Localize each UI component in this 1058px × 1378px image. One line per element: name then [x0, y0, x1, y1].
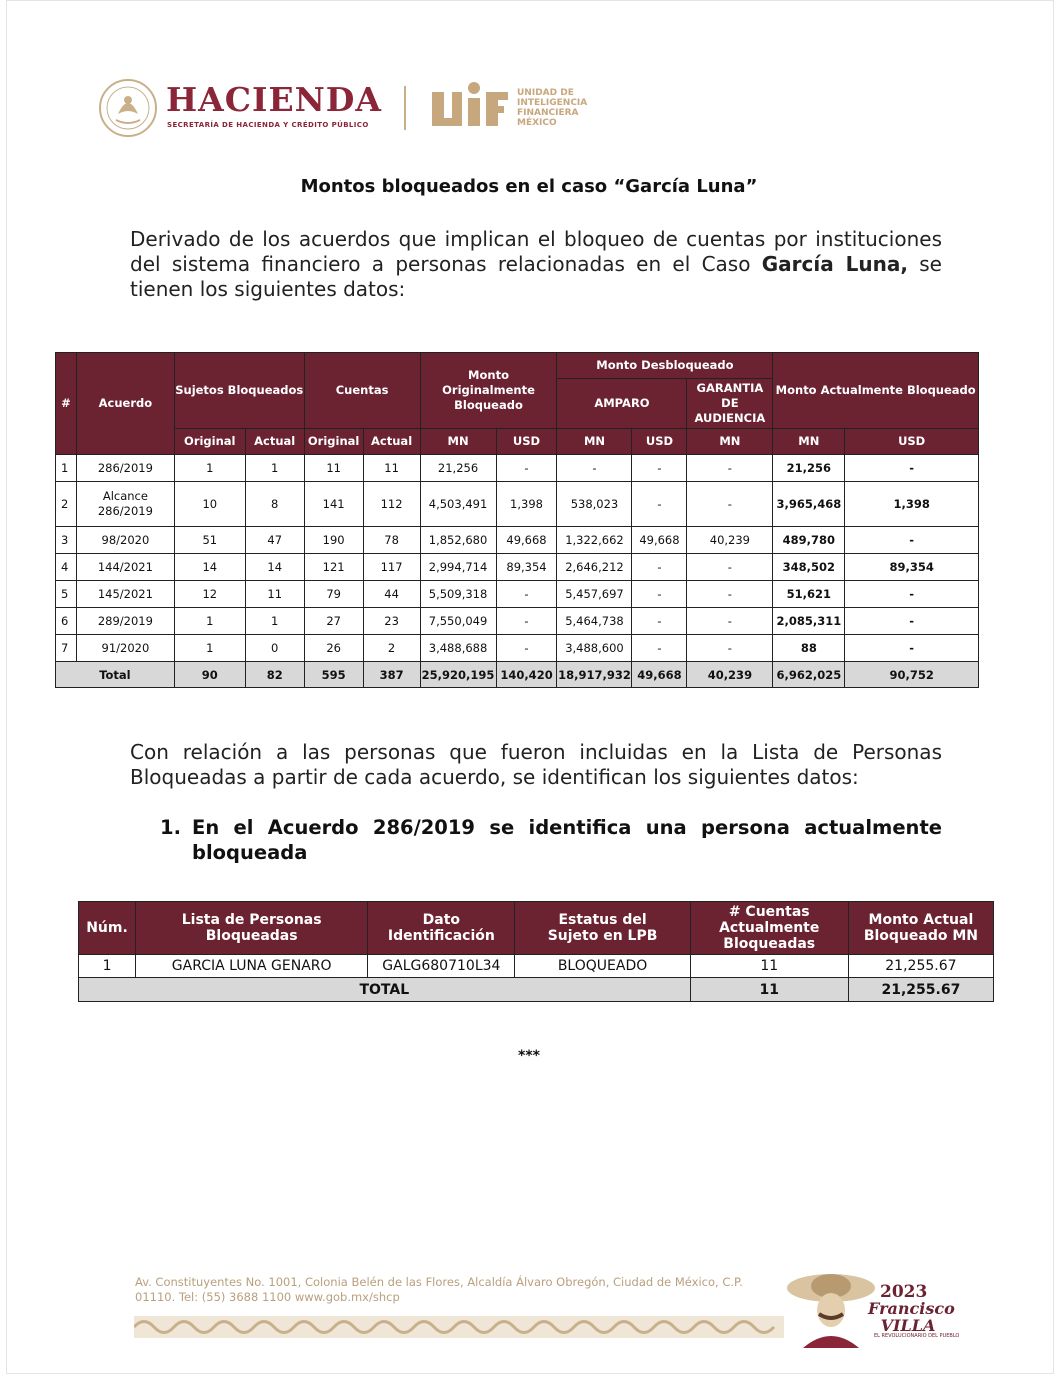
cell: 7 [56, 635, 77, 662]
col-header [368, 902, 515, 955]
intro-text-end: se tienen los siguientes datos: [130, 252, 942, 301]
cell: 91/2020 [76, 635, 174, 662]
cell: 1,322,662 [557, 527, 632, 554]
cell: 11 [690, 955, 848, 978]
cell: 88 [773, 635, 845, 662]
col-monto-orig-header: Monto Originalmente Bloqueado [420, 353, 557, 429]
col-acuerdo-header: Acuerdo [76, 353, 174, 455]
cell: - [632, 554, 687, 581]
col-header [690, 902, 848, 955]
cell: - [687, 581, 773, 608]
cell: 10 [174, 482, 245, 527]
table-row [56, 581, 979, 608]
cell: 14 [174, 554, 245, 581]
blocked-persons-table [78, 901, 994, 1002]
table-row [56, 455, 979, 482]
uif-line: UNIDAD DE [517, 88, 574, 98]
table-total-row [56, 662, 979, 688]
cell: 12 [174, 581, 245, 608]
cell: - [496, 635, 557, 662]
sub-mn: MN [773, 429, 845, 455]
section-number: 1. [160, 816, 181, 839]
cell: 289/2019 [76, 608, 174, 635]
col-header: Lista de Personas Bloqueadas [136, 902, 368, 955]
cell: 49,668 [632, 527, 687, 554]
cell [76, 482, 174, 527]
cell: 1 [174, 635, 245, 662]
cell: 6,962,025 [773, 662, 845, 688]
cell: 145/2021 [76, 581, 174, 608]
sub-mn: MN [420, 429, 496, 455]
blocked-amounts-table [55, 352, 979, 688]
cell: 6 [56, 608, 77, 635]
cell: - [632, 581, 687, 608]
col-cuentas-header: Cuentas [304, 353, 420, 429]
cell: 5,464,738 [557, 608, 632, 635]
uif-line: FINANCIERA [517, 108, 579, 118]
cell: 90,752 [845, 662, 979, 688]
cell: 40,239 [687, 527, 773, 554]
cell: 7,550,049 [420, 608, 496, 635]
col-desbloqueado-header: Monto Desbloqueado [557, 353, 773, 379]
cell: 1 [245, 455, 304, 482]
cell: 4 [56, 554, 77, 581]
cell: 11 [690, 978, 848, 1002]
cell: - [632, 482, 687, 527]
sub-usd: USD [845, 429, 979, 455]
cell: 595 [304, 662, 363, 688]
villa-name [868, 1299, 955, 1335]
intro-text: Derivado de los acuerdos que implican el bloqueo de cuentas por instituciones del sistema financiero a personas relacionadas en el Caso [130, 227, 942, 276]
cell: - [845, 635, 979, 662]
cell: - [632, 635, 687, 662]
cell: 3 [56, 527, 77, 554]
cell: 3,488,600 [557, 635, 632, 662]
cell: - [845, 455, 979, 482]
villa-first-name: Francisco [868, 1299, 955, 1318]
col-header [515, 902, 690, 955]
cell: 2 [56, 482, 77, 527]
sub-original: Original [304, 429, 363, 455]
cell: 51 [174, 527, 245, 554]
decorative-band-icon [134, 1316, 784, 1338]
cell: 98/2020 [76, 527, 174, 554]
cell: 286/2019 [76, 455, 174, 482]
cell: 25,920,195 [420, 662, 496, 688]
col-header: Núm. [79, 902, 136, 955]
cell: 89,354 [845, 554, 979, 581]
cell: - [687, 635, 773, 662]
cell-text: Alcance 286/2019 [97, 489, 153, 518]
cell: 1,852,680 [420, 527, 496, 554]
col-header-text: Monto Actual Bloqueado MN [863, 912, 978, 944]
table-total-row [79, 978, 994, 1002]
cell: 144/2021 [76, 554, 174, 581]
col-garantia-header: GARANTIA DE AUDIENCIA [687, 379, 773, 429]
col-num-header: # [56, 353, 77, 455]
cell: 1 [245, 608, 304, 635]
sub-actual: Actual [245, 429, 304, 455]
table-row [56, 482, 979, 527]
cell: 1 [174, 455, 245, 482]
cell: 2 [363, 635, 420, 662]
table-row [56, 554, 979, 581]
section-text: En el Acuerdo 286/2019 se identifica una persona actualmente bloqueada [192, 816, 942, 864]
uif-logo-icon [430, 80, 510, 130]
villa-caption: EL REVOLUCIONARIO DEL PUEBLO [874, 1333, 960, 1339]
cell: 21,256 [420, 455, 496, 482]
cell: - [632, 455, 687, 482]
sub-usd: USD [496, 429, 557, 455]
cell: 49,668 [632, 662, 687, 688]
cell: 1,398 [845, 482, 979, 527]
col-sujetos-header: Sujetos Bloqueados [174, 353, 304, 429]
col-amparo-header: AMPARO [557, 379, 687, 429]
cell: 3,965,468 [773, 482, 845, 527]
cell: 348,502 [773, 554, 845, 581]
cell: 2,085,311 [773, 608, 845, 635]
cell: 8 [245, 482, 304, 527]
cell: GALG680710L34 [368, 955, 515, 978]
cell: 11 [363, 455, 420, 482]
cell: TOTAL [79, 978, 691, 1002]
cell: 18,917,932 [557, 662, 632, 688]
uif-line: MÉXICO [517, 118, 557, 128]
document-title: Montos bloqueados en el caso “García Luna” [300, 176, 758, 197]
table-row [79, 955, 994, 978]
mexico-seal-icon [98, 78, 158, 138]
cell: 4,503,491 [420, 482, 496, 527]
sub-usd: USD [632, 429, 687, 455]
hacienda-subtitle: SECRETARÍA DE HACIENDA Y CRÉDITO PÚBLICO [167, 121, 369, 129]
cell: 5 [56, 581, 77, 608]
cell: - [496, 581, 557, 608]
sub-original: Original [174, 429, 245, 455]
villa-last-name: VILLA [880, 1316, 936, 1335]
cell: 387 [363, 662, 420, 688]
cell: - [496, 455, 557, 482]
cell: 2,646,212 [557, 554, 632, 581]
cell: 140,420 [496, 662, 557, 688]
cell: - [557, 455, 632, 482]
cell: 1 [79, 955, 136, 978]
cell: 11 [304, 455, 363, 482]
cell: 40,239 [687, 662, 773, 688]
cell: - [845, 608, 979, 635]
col-header-text: Estatus del Sujeto en LPB [547, 912, 658, 944]
sub-actual: Actual [363, 429, 420, 455]
cell: 21,255.67 [848, 978, 993, 1002]
cell: 21,256 [773, 455, 845, 482]
table-row [56, 608, 979, 635]
cell: BLOQUEADO [515, 955, 690, 978]
cell: 14 [245, 554, 304, 581]
cell: - [687, 455, 773, 482]
cell: 26 [304, 635, 363, 662]
cell: 5,457,697 [557, 581, 632, 608]
cell: 117 [363, 554, 420, 581]
cell: - [496, 608, 557, 635]
cell: 5,509,318 [420, 581, 496, 608]
francisco-villa-portrait-icon [783, 1268, 879, 1348]
col-header [848, 902, 993, 955]
cell: - [687, 608, 773, 635]
cell: 21,255.67 [848, 955, 993, 978]
end-marker: *** [518, 1048, 540, 1064]
cell: 90 [174, 662, 245, 688]
col-monto-actual-header: Monto Actualmente Bloqueado [773, 353, 979, 429]
cell: 538,023 [557, 482, 632, 527]
cell: 51,621 [773, 581, 845, 608]
cell: Total [56, 662, 175, 688]
cell: - [687, 554, 773, 581]
col-header-text: Dato Identificación [387, 912, 495, 944]
cell: 89,354 [496, 554, 557, 581]
relation-paragraph: Con relación a las personas que fueron incluidas en la Lista de Personas Bloqueadas a partir de cada acuerdo, se identifican los siguientes datos: [130, 740, 942, 789]
sub-mn: MN [557, 429, 632, 455]
sub-mn: MN [687, 429, 773, 455]
uif-text [517, 88, 607, 128]
cell: - [845, 581, 979, 608]
col-header-text: # Cuentas Actualmente Bloqueadas [719, 904, 820, 952]
year-text: 2023 [880, 1282, 928, 1302]
cell: 27 [304, 608, 363, 635]
table-row [56, 635, 979, 662]
cell: 44 [363, 581, 420, 608]
cell: 141 [304, 482, 363, 527]
cell: - [632, 608, 687, 635]
cell: - [687, 482, 773, 527]
cell: 121 [304, 554, 363, 581]
uif-line: INTELIGENCIA [517, 98, 588, 108]
cell: 112 [363, 482, 420, 527]
cell: 23 [363, 608, 420, 635]
intro-bold: García Luna, [761, 252, 908, 276]
table-row [56, 527, 979, 554]
cell: 78 [363, 527, 420, 554]
cell: GARCIA LUNA GENARO [136, 955, 368, 978]
cell: 489,780 [773, 527, 845, 554]
footer-address: Av. Constituyentes No. 1001, Colonia Belén de las Flores, Alcaldía Álvaro Obregón, Ciudad de México, C.P. 01110. Tel: (55) 3688 1100 www.gob.mx/shcp [135, 1275, 743, 1304]
cell: 3,488,688 [420, 635, 496, 662]
cell: 190 [304, 527, 363, 554]
cell: 1 [174, 608, 245, 635]
cell: 79 [304, 581, 363, 608]
cell: 1 [56, 455, 77, 482]
cell: 82 [245, 662, 304, 688]
cell: 47 [245, 527, 304, 554]
hacienda-logo-text: HACIENDA [166, 80, 383, 119]
intro-paragraph [130, 227, 942, 302]
header-divider [404, 86, 406, 130]
cell: 1,398 [496, 482, 557, 527]
cell: 2,994,714 [420, 554, 496, 581]
cell: 11 [245, 581, 304, 608]
cell: 49,668 [496, 527, 557, 554]
cell: - [845, 527, 979, 554]
cell: 0 [245, 635, 304, 662]
